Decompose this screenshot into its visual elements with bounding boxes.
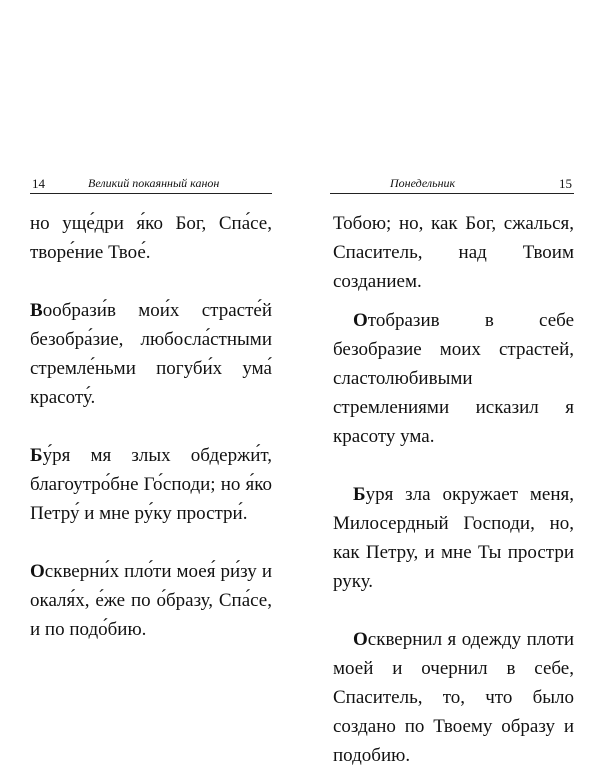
left-page-text [30,209,272,673]
paragraph [333,306,574,451]
running-title: Великий покаянный канон [88,176,220,190]
page-number: 14 [32,176,45,191]
paragraph-text: но уще́дри я́ко Бог, Спа́се, творе́ние Твое́. [30,213,272,263]
paragraph [333,625,574,770]
left-page [0,0,300,750]
left-page-header [30,172,272,194]
paragraph-text: Тобою; но, как Бог, сжалься, Спаситель, над Твоим созданием. [333,213,574,292]
paragraph-text: тобразив в себе безобразие моих страстей, сластолюбивыми стремлениями исказил я красоту ума. [333,310,574,447]
paragraph-text: у́ря мя злых обдержи́т, благоутро́бне Го́споди; но я́ко Петру́ и мне ру́ку простри́. [30,445,272,524]
right-page-header [330,172,574,194]
paragraph [30,441,272,528]
right-page [300,0,600,766]
paragraph [30,296,272,412]
running-title: Понедельник [390,176,456,190]
paragraph-text: сквернил я одежду плоти моей и очернил в себе, Спаситель, то, что было создано по Твоему образу и подобию. [333,629,574,766]
drop-initial: О [30,561,45,582]
paragraph [333,480,574,596]
paragraph [333,209,574,296]
paragraph-text: ообрази́в мои́х страсте́й безобра́зие, любосла́стными стремле́ньми погуби́х ума́ красоту́. [30,300,272,408]
paragraph-text: уря зла окружает меня, Милосердный Господи, но, как Петру, и мне Ты простри руку. [333,484,574,592]
paragraph [30,557,272,644]
paragraph-text: скверни́х пло́ти моея́ ри́зу и окаля́х, е́же по о́бразу, Спа́се, и по подо́бию. [30,561,272,640]
drop-initial: Б [353,484,366,505]
drop-initial: О [353,310,368,331]
drop-initial: В [30,300,43,321]
drop-initial: О [353,629,368,650]
right-page-text [333,209,574,770]
header-rule [330,193,574,194]
paragraph [30,209,272,267]
header-rule [30,193,272,194]
drop-initial: Б [30,445,43,466]
page-number: 15 [559,176,572,191]
